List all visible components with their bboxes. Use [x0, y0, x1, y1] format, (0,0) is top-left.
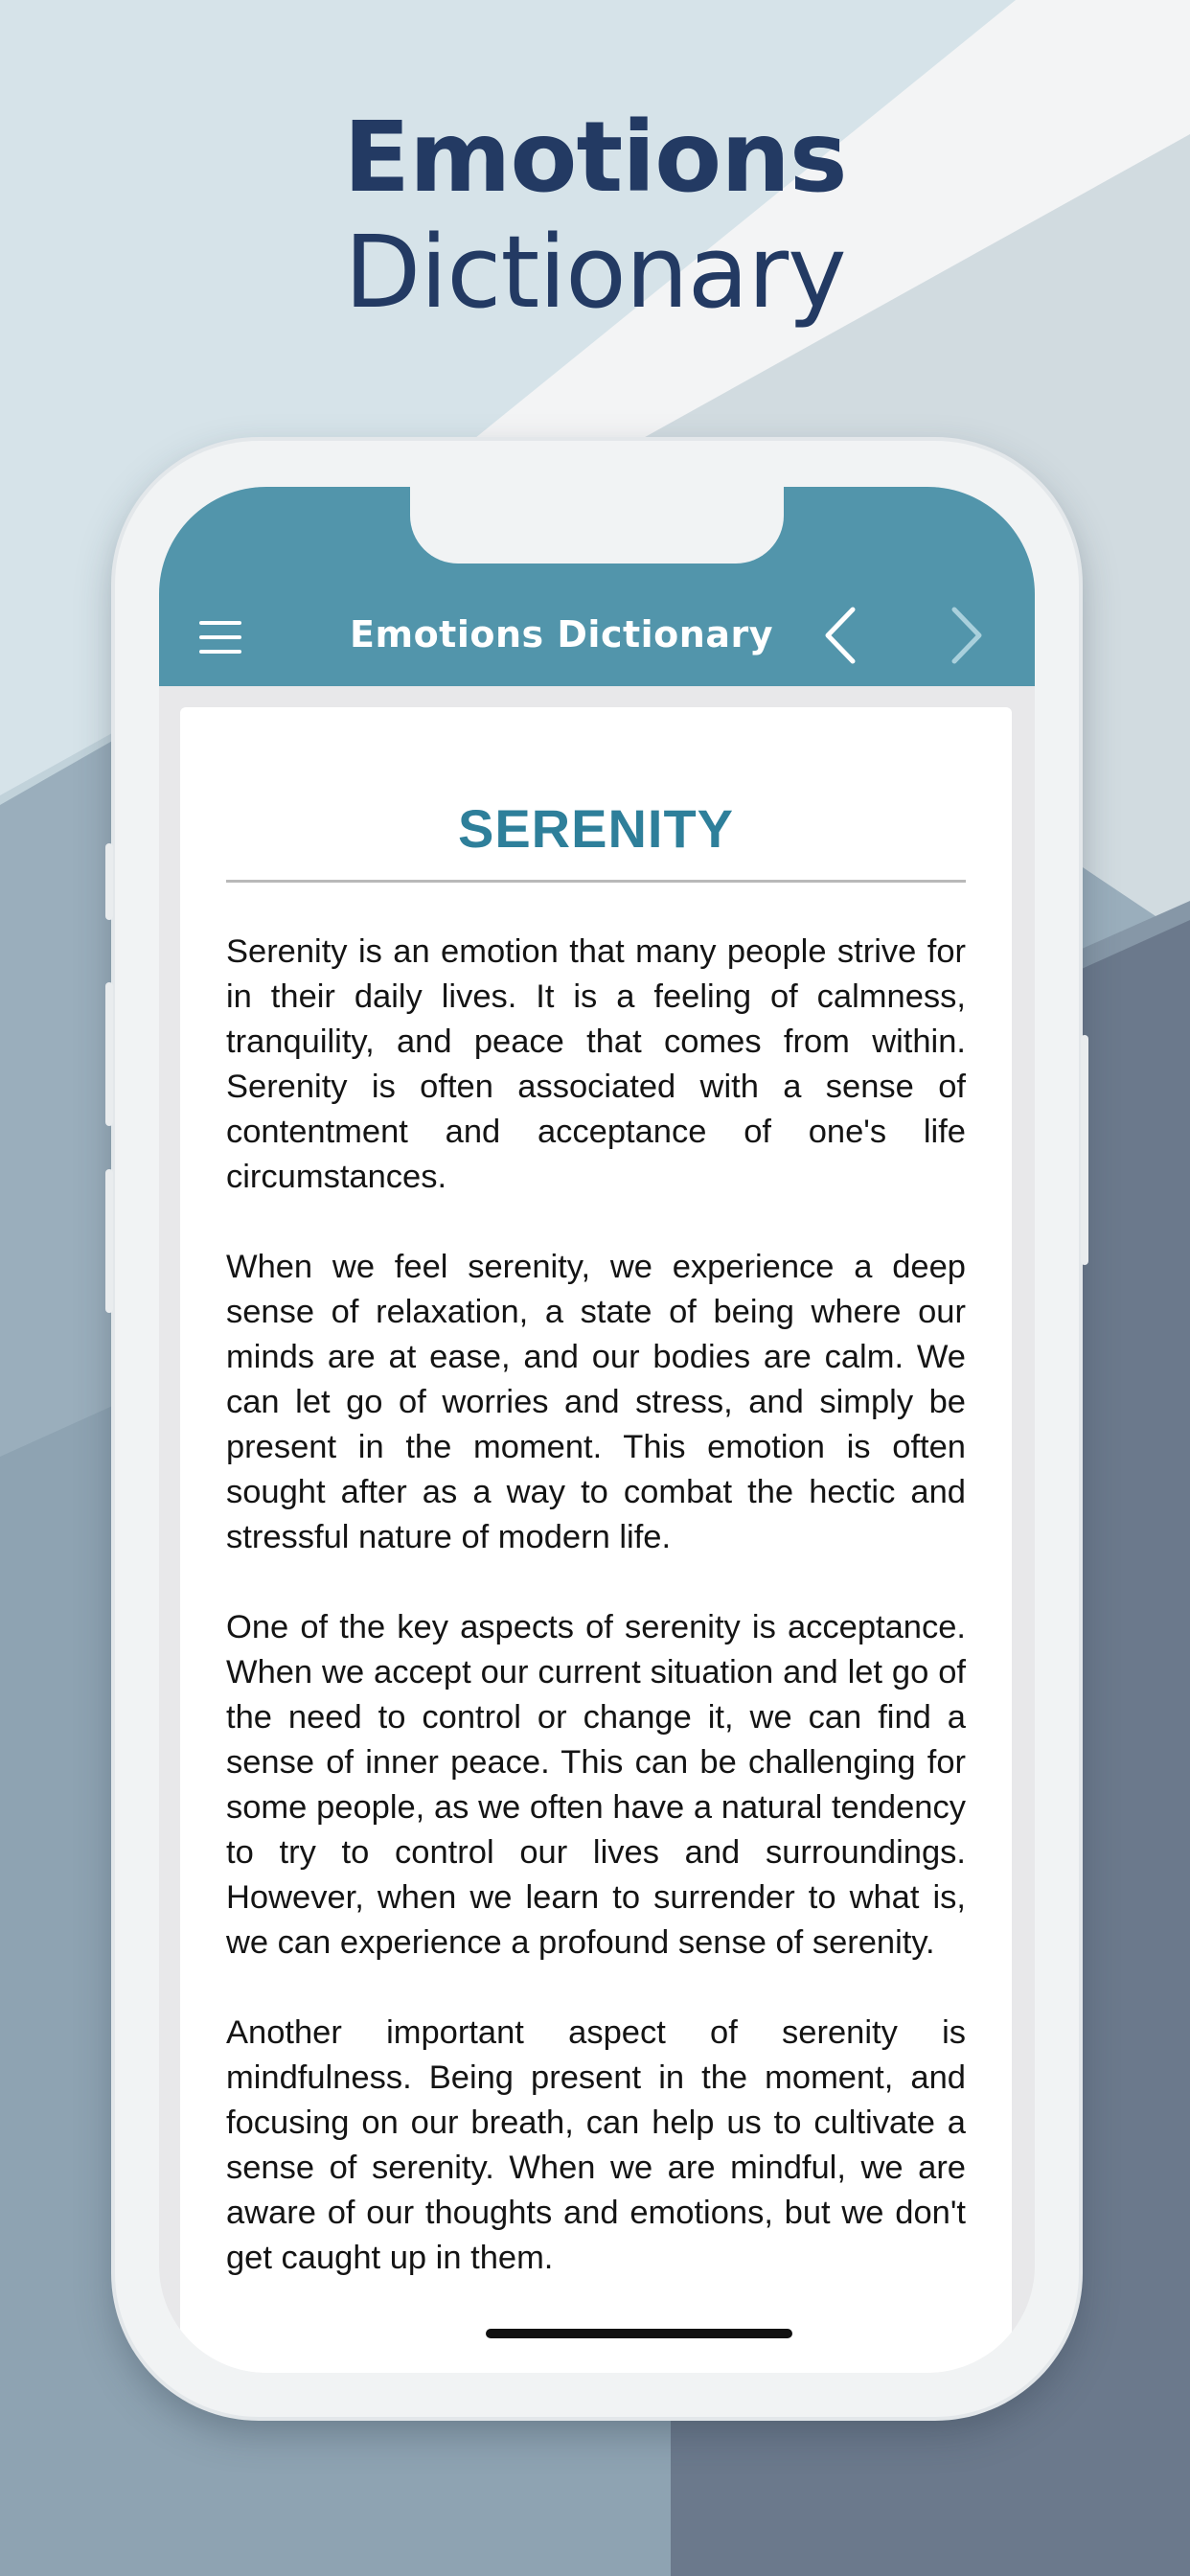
- headline-line-1: Emotions: [343, 101, 847, 215]
- hamburger-menu-icon[interactable]: [199, 621, 241, 654]
- app-screen: [159, 487, 1035, 2373]
- marketing-headline: [0, 101, 1190, 329]
- title-divider: [226, 880, 966, 883]
- phone-mockup: [115, 441, 1079, 2417]
- app-bar: [159, 487, 1035, 686]
- headline-line-2: Dictionary: [344, 214, 846, 331]
- phone-notch: [410, 487, 784, 564]
- entry-definition: [226, 930, 966, 2326]
- entry-word-title: SERENITY: [457, 798, 735, 859]
- phone-volume-up: [105, 982, 113, 1126]
- definition-paragraph-2: When we feel serenity, we experience a deep sense of relaxation, a state of being where our minds are at ease, and our bodies are calm. We can let go of worries and stress, and simply be present in the moment. This emotion is often sought after as a way to combat the hectic and stressful nature of modern life.: [226, 1249, 966, 1555]
- definition-paragraph-3: One of the key aspects of serenity is acceptance. When we accept our current situation and let go of the need to control or change it, we can find a sense of inner peace. This can be challenging for some people, as we often have a natural tendency to try to control our lives and surroundings. However, when we learn to surrender to what is, we can experience a profound sense of serenity.: [226, 1609, 966, 1961]
- chevron-right-icon[interactable]: [935, 604, 993, 667]
- chevron-left-icon[interactable]: [814, 604, 872, 667]
- home-indicator[interactable]: [486, 2329, 792, 2338]
- phone-silent-switch: [105, 843, 113, 920]
- app-bar-title: Emotions Dictionary: [350, 613, 773, 656]
- definition-paragraph-4: Another important aspect of serenity is mindfulness. Being present in the moment, and focusing on our breath, can help us to cultivate a sense of serenity. When we are mindful, we are aware of our thoughts and emotions, but we don't get caught up in them.: [226, 2014, 966, 2276]
- definition-paragraph-1: Serenity is an emotion that many people strive for in their daily lives. It is a feeling of calmness, tranquility, and peace that comes from within. Serenity is often associated with a sense of contentment and acceptance of one's life circumstances.: [226, 933, 966, 1195]
- entry-card: [180, 707, 1012, 2373]
- phone-volume-down: [105, 1169, 113, 1313]
- phone-power-button: [1081, 1035, 1088, 1265]
